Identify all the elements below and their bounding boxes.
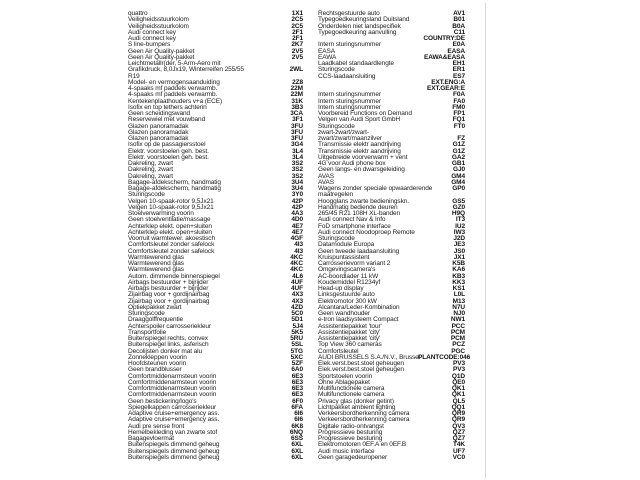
option-code-right: EAWA&EASA <box>424 53 465 61</box>
option-desc-left: Voorruit warmtewer. akoestisch <box>128 235 215 242</box>
option-code-right: GZ0 <box>452 203 465 211</box>
equipment-code-list <box>128 10 471 461</box>
option-desc-left: 4-spaaks mf paddels verwarmb. <box>128 85 218 92</box>
option-code-right: B01 <box>453 16 465 24</box>
option-code-left: 5J4 <box>292 322 303 330</box>
option-desc-right: Koudemiddel R1234yf <box>318 278 381 286</box>
option-code-left: 6E3 <box>291 391 303 399</box>
option-code-right: PGC <box>451 347 465 355</box>
option-code-left: 2Z8 <box>292 78 303 86</box>
option-desc-left: Isofix op de passagiersstoel <box>128 141 206 149</box>
option-code-left: 3S2 <box>291 172 303 180</box>
option-desc-left: Achterklep elekt. open+sluiten <box>128 222 212 230</box>
option-code-right: QZ7 <box>452 428 465 436</box>
option-code-right: PV3 <box>453 366 465 374</box>
option-code-left: 5K5 <box>291 328 303 336</box>
option-desc-left: Achterklep elekt. open+sluiten <box>128 228 212 236</box>
option-code-left: 42P <box>291 197 303 205</box>
option-code-left: 3CA <box>290 110 303 117</box>
option-code-left: 4ZD <box>291 303 303 311</box>
option-code-left: 5SL <box>291 341 303 349</box>
option-desc-right: Wagens zonder speciale opwaarderende <box>318 185 433 192</box>
option-desc-left: Spiegelkappen carrosseriekleur <box>128 403 217 411</box>
option-desc-left: 4-spaaks mf paddels verwarmb. <box>128 91 218 99</box>
option-code-left: 6E3 <box>291 378 303 386</box>
option-code-right: QQ1 <box>451 403 465 411</box>
option-code-right: JS0 <box>453 247 465 255</box>
option-code-right: EXT.GEAR:E <box>426 85 465 92</box>
option-code-left: 22M <box>290 91 303 99</box>
option-code-left: 6XL <box>291 447 303 455</box>
option-desc-left: Dakreling, zwart <box>128 166 173 174</box>
option-desc-right: zwart-zwart/zwart- <box>318 128 369 136</box>
option-desc-left: Audi connect key <box>128 35 176 42</box>
option-desc-right: Multifunctionele camera <box>318 391 385 399</box>
option-desc-left: Geen stoelventilatie/massage <box>128 216 211 224</box>
option-code-right: ES7 <box>453 72 465 80</box>
option-code-right: K5B <box>452 260 465 267</box>
option-code-right: JX1 <box>453 253 465 261</box>
option-code-right: FZ <box>457 135 465 142</box>
option-desc-right: Head-up display <box>318 285 364 292</box>
option-desc-left: Comfortmiddenarmsteun voorin <box>128 372 217 380</box>
option-code-left: 3G4 <box>291 141 303 149</box>
option-code-right: GA2 <box>451 153 465 161</box>
option-desc-right: FoD smartphone interface <box>318 222 391 230</box>
option-desc-right: Privacy glas (donker getint) <box>318 397 394 405</box>
option-code-left: 3B3 <box>291 103 303 111</box>
option-code-right: GS5 <box>452 197 465 205</box>
option-desc-left: Warmtewerend glas <box>128 266 184 274</box>
option-desc-right: Transmissie elektr aandrijving <box>318 141 401 149</box>
option-code-right: L0L <box>453 291 465 299</box>
option-desc-left: Audi pre sense front <box>128 422 185 430</box>
option-desc-right: EASA <box>318 47 335 55</box>
option-code-right: F0A <box>453 91 465 99</box>
option-desc-left: Geen scheidingswand <box>128 110 191 117</box>
option-code-right: PLANTCODE:046 <box>418 353 471 361</box>
option-code-left: 3FU <box>291 122 303 130</box>
option-code-right: NJ0 <box>453 310 465 317</box>
option-desc-right: Ohne Ablagepaket <box>318 378 370 386</box>
option-desc-right: Sportstoelen voorin <box>318 372 373 380</box>
option-desc-right: CCS-laadaansluiting <box>318 72 376 80</box>
option-desc-right: AC-boordlader 11 kW <box>318 272 379 280</box>
option-code-right: T4K <box>453 441 465 449</box>
option-code-left: 6XL <box>291 441 303 449</box>
option-desc-left: Velgen 10-spaak-rotor 9,5Jx21 <box>128 197 214 205</box>
option-code-left: 4UF <box>291 278 303 286</box>
option-desc-right: Transmissie elektr aandrijving <box>318 147 401 155</box>
option-code-left: 4D0 <box>291 216 303 224</box>
option-desc-right: Typegoedkeuringsland Duitsland <box>318 16 410 24</box>
option-desc-left: Isofix en top tethers achterin <box>128 103 207 111</box>
option-code-right: COUNTRY:DE <box>423 35 465 42</box>
option-desc-left: Grafikdruck, 8,0Jx19, Winterreifen 255/55 <box>128 66 244 74</box>
option-desc-right: Assistentiepakket 'city' <box>318 335 381 342</box>
option-desc-right: Assistentiepakket 'tour' <box>318 322 382 330</box>
option-code-left: 6SS <box>291 435 303 442</box>
option-code-right: G1Z <box>452 147 465 155</box>
option-desc-right: Rechtsgestuurde auto <box>318 10 380 17</box>
option-desc-right: Verkeersbordherkenning camera <box>318 410 410 417</box>
option-code-left: 2K7 <box>291 41 303 49</box>
option-desc-right: Elektromotoren 0EF.A en 0EF.B <box>318 441 407 449</box>
option-desc-left: R19 <box>128 72 140 80</box>
option-desc-left: S line-bumpers <box>128 41 171 49</box>
option-desc-left: Adaptive cruise+emergency ass. <box>128 410 220 417</box>
option-desc-left: Comfortmiddenarmsteun voorin <box>128 385 217 392</box>
option-desc-left: Geen brandblusser <box>128 366 182 374</box>
option-desc-right: Datamodule Europa <box>318 241 375 249</box>
option-code-left: 3S2 <box>291 166 303 174</box>
option-code-left: 4E7 <box>291 222 303 230</box>
option-code-right: AV1 <box>453 10 465 17</box>
option-desc-right: AUDI BRUSSELS S.A./N.V., Brussel <box>318 353 421 361</box>
option-code-right: G1Z <box>452 141 465 149</box>
option-desc-left: Bagagevloermat <box>128 435 174 442</box>
option-code-left: 5ZF <box>291 360 303 367</box>
option-desc-right: Linksgestuurde auto <box>318 291 375 299</box>
option-code-left: 2F1 <box>292 28 303 36</box>
option-code-right: QR9 <box>451 410 465 417</box>
option-code-left: 6XL <box>291 453 303 461</box>
option-desc-left: Veiligheidsstuurkolom <box>128 16 189 24</box>
option-code-right: GM4 <box>451 178 465 186</box>
option-code-right: KB3 <box>452 272 465 280</box>
option-desc-left: Decolijsten donker mat alu <box>128 347 202 355</box>
option-code-right: QZ7 <box>452 435 465 442</box>
option-desc-left: Buitenspiegels dimmend geheug <box>128 453 220 461</box>
option-code-left: 3S2 <box>291 160 303 167</box>
option-desc-right: Elektromotor 300 kW <box>318 297 377 305</box>
option-code-right: GJ0 <box>453 166 465 174</box>
option-code-left: 4E7 <box>291 228 303 236</box>
option-code-left: 4KC <box>290 266 303 274</box>
option-code-left: 31K <box>291 97 303 105</box>
option-desc-left: Elektr. voorstoelen geh. best. <box>128 153 209 161</box>
option-code-left: 22M <box>290 85 303 92</box>
option-code-left: 3L4 <box>292 147 303 155</box>
option-code-right: QR9 <box>451 416 465 424</box>
option-code-right: EH1 <box>452 60 465 67</box>
option-desc-left: Hemelbekleding van zwarte stof <box>128 428 218 436</box>
option-code-left: 5D1 <box>291 316 303 324</box>
option-desc-left: Buitenspiegels dimmend geheug <box>128 447 220 455</box>
option-code-left: 6NQ <box>289 428 303 436</box>
option-desc-right: Kruispuntassistent <box>318 253 370 261</box>
option-code-right: PCC <box>451 322 465 330</box>
option-code-right: QV3 <box>452 422 465 430</box>
option-code-left: 3U4 <box>291 185 303 192</box>
option-code-right: N7U <box>452 303 465 311</box>
option-code-right: KK3 <box>452 278 465 286</box>
option-code-left: 2C5 <box>291 22 303 30</box>
option-desc-right: Verkeersbordherkenning camera <box>318 416 410 424</box>
option-code-left: 6A0 <box>291 366 303 374</box>
option-code-left: 4A3 <box>291 210 303 217</box>
option-code-left: 3Y0 <box>291 191 303 199</box>
option-code-right: GM4 <box>451 172 465 180</box>
option-desc-right: Audi connect Noodoproep Remote <box>318 228 415 236</box>
option-desc-left: Zijairbag voor + gordijnairbag <box>128 291 210 299</box>
option-code-right: PCM <box>450 335 465 342</box>
option-desc-right: Onderdelen niet landspecifiek <box>318 22 401 30</box>
option-desc-left: Glazen panoramadak <box>128 128 189 136</box>
option-code-left: 3F1 <box>292 116 303 124</box>
option-desc-right: Multifunctionele camera <box>318 385 385 392</box>
option-row <box>128 455 465 461</box>
option-desc-left: Elektr. voorstoelen geh. best. <box>128 147 209 155</box>
option-desc-right: EAWA <box>318 53 337 61</box>
option-desc-left: Dakreling, zwart <box>128 172 173 180</box>
option-desc-left: Warmtewerend glas <box>128 260 184 267</box>
option-code-right: QL5 <box>452 397 465 405</box>
option-code-right: J2D <box>453 235 465 242</box>
option-code-left: 3U4 <box>291 178 303 186</box>
option-code-right: IU2 <box>455 222 465 230</box>
option-desc-left: Airbags bestuurder + bijrijder <box>128 285 209 292</box>
option-code-right: M13 <box>452 297 465 305</box>
option-code-right: QE0 <box>452 378 465 386</box>
option-desc-right: Alcantara/Leder-Kombination <box>318 303 400 311</box>
option-code-left: 5RU <box>290 335 303 342</box>
option-code-left: 42P <box>291 203 303 211</box>
option-desc-left: Warmtewerend glas <box>128 253 184 261</box>
option-code-right: UF7 <box>453 447 465 455</box>
option-code-left: 6I6 <box>294 410 303 417</box>
option-desc-left: Sturingscode <box>128 310 165 317</box>
option-code-left: 4L6 <box>292 272 303 280</box>
option-code-right: GP0 <box>452 185 465 192</box>
option-desc-right: Geen tweede laadaansluiting <box>318 247 400 255</box>
option-desc-right: 265/45 R21 108H XL-banden <box>318 210 401 217</box>
option-code-right: B0A <box>452 22 465 30</box>
option-code-right: H9Q <box>451 210 465 217</box>
option-code-right: ER1 <box>452 66 465 74</box>
option-desc-left: Buitenspiegels dimmend geheug <box>128 441 220 449</box>
option-desc-left: Geen bestickering/logo's <box>128 397 197 405</box>
option-code-left: 4UF <box>291 285 303 292</box>
page-divider <box>485 3 486 478</box>
option-code-right: VC0 <box>452 453 465 461</box>
option-desc-left: Veiligheidsstuurkolom <box>128 22 189 30</box>
option-code-left: 4I3 <box>294 247 303 255</box>
option-code-left: 1X1 <box>291 10 303 17</box>
option-desc-right: Top View 360 cameras <box>318 341 382 349</box>
option-desc-right: Sturingscode <box>318 122 355 130</box>
option-code-left: 3L4 <box>292 153 303 161</box>
option-desc-left: quattro <box>128 10 148 17</box>
option-desc-right: Assistentiepakket 'city' <box>318 328 381 336</box>
option-desc-right: Geen garagedeuropener <box>318 453 388 461</box>
option-desc-left: Comfortmiddenarmsteun voorin <box>128 391 217 399</box>
option-desc-left: Hoofdsteunen voorin <box>128 360 187 367</box>
option-desc-right: Elek.verst.best.stoel geheugen <box>318 360 404 367</box>
option-desc-left: Zonnekleppen voorin <box>128 353 187 361</box>
option-code-left: 2C5 <box>291 16 303 24</box>
option-desc-right: maatregelen <box>318 191 354 199</box>
option-code-left: 5C0 <box>291 310 303 317</box>
option-code-left: 4I3 <box>294 241 303 249</box>
option-code-left: 2V5 <box>291 53 303 61</box>
option-code-left: 6K8 <box>291 422 303 430</box>
option-code-left: 4X3 <box>291 297 303 305</box>
option-desc-right: Intern sturingsnummer <box>318 97 381 105</box>
option-code-left: 2F1 <box>292 35 303 42</box>
option-desc-right: 4G voor Audi phone box <box>318 160 386 167</box>
option-code-right: FM0 <box>452 103 465 111</box>
option-desc-left: Bagage-afdekscherm, handmatig <box>128 178 221 186</box>
option-desc-left: Achterspoiler carrosseriekleur <box>128 322 211 330</box>
option-desc-right: Comfortsleutel <box>318 347 359 355</box>
option-code-right: IW3 <box>453 228 465 236</box>
option-desc-right: Intern sturingsnummer <box>318 41 381 49</box>
option-desc-right: Geen langs- en dwarsgeleiding <box>318 166 405 174</box>
option-code-left: 4GF <box>290 235 303 242</box>
option-desc-left: Audi connect key <box>128 28 176 36</box>
option-code-right: FP1 <box>453 110 465 117</box>
option-code-left: 6E3 <box>291 385 303 392</box>
option-desc-right: Voorbereid Functions on Demand <box>318 110 412 117</box>
option-code-right: PCZ <box>452 341 465 349</box>
option-desc-left: Airbags bestuurder + bijrijder <box>128 278 209 286</box>
option-desc-left: Dakreling, zwart <box>128 160 173 167</box>
option-code-right: JE3 <box>453 241 465 249</box>
option-desc-right: Progressieve besturing <box>318 428 383 436</box>
option-code-right: NW1 <box>450 316 465 324</box>
option-desc-left: Adaptive cruise+emergency ass. <box>128 416 220 424</box>
option-code-right: C11 <box>453 28 465 36</box>
option-desc-left: Sturingscode <box>128 191 165 199</box>
option-desc-right: Intern sturingsnummer <box>318 103 381 111</box>
option-code-left: 4KC <box>290 253 303 261</box>
option-desc-right: Audi connect Nav & Info <box>318 216 386 224</box>
option-desc-left: Transportfolie <box>128 328 167 336</box>
option-code-left: 6I6 <box>294 416 303 424</box>
option-desc-right: zwart/zwart/maanzilver <box>318 135 382 142</box>
option-desc-right: Velgen van Audi Sport GmbH <box>318 116 400 124</box>
option-code-left: 3FU <box>291 128 303 136</box>
option-desc-left: Geen Air Quality-pakket <box>128 53 195 61</box>
option-desc-right: Intern sturingsnummer <box>318 91 381 99</box>
option-desc-left: Comfortsleutel zonder safelock <box>128 247 215 255</box>
option-code-right: Q1D <box>451 372 465 380</box>
option-desc-left: Comfortmiddenarmsteun voorin <box>128 378 217 386</box>
option-desc-left: Stoelverwarming voorin <box>128 210 194 217</box>
option-code-right: FA0 <box>453 97 465 105</box>
option-desc-left: Kentekenplaathouders v+a (ECE) <box>128 97 223 105</box>
option-desc-right: Sturingscode <box>318 235 355 242</box>
option-code-left: 2V5 <box>291 47 303 55</box>
option-code-left: 6E3 <box>291 372 303 380</box>
option-desc-left: Optiekpakket zwart <box>128 303 182 311</box>
option-desc-left: Draaggolffrequentie <box>128 316 184 324</box>
option-desc-left: Zijairbag voor + gordijnairbag <box>128 297 210 305</box>
option-desc-left: Buitenspiegel links, asferisch <box>128 341 209 349</box>
option-code-right: FT0 <box>453 122 465 130</box>
option-code-left: 5TG <box>290 347 303 355</box>
option-desc-right: AVAS <box>318 178 334 186</box>
option-code-right: EXT.ENG:A <box>431 78 465 86</box>
option-desc-right: Audi music interface <box>318 447 375 455</box>
option-desc-right: Handmatig bediende deuren <box>318 203 398 211</box>
option-desc-right: Geen wandhouder <box>318 310 370 317</box>
option-code-left: 6FA <box>291 403 303 411</box>
option-code-left: 5XC <box>290 353 303 361</box>
option-code-right: PV3 <box>453 360 465 367</box>
option-desc-right: Carrosserievorm variant 2 <box>318 260 391 267</box>
option-desc-right: Sturingscode <box>318 66 355 74</box>
option-desc-left: Velgen 10-spaak-rotor 9,5Jx21 <box>128 203 214 211</box>
option-desc-right: Progressieve besturing <box>318 435 383 442</box>
option-code-right: FQ1 <box>452 116 465 124</box>
option-desc-left: Autom. dimmende binnenspiegel <box>128 272 220 280</box>
option-desc-right: Hoogglans zwarte bedieningskn. <box>318 197 409 205</box>
option-code-right: EASA <box>447 47 465 55</box>
option-desc-right: Laadkabel standaardlengte <box>318 60 394 67</box>
option-desc-right: Lichtpakket ambient lighting <box>318 403 396 411</box>
option-desc-left: Reservewiel met vouwband <box>128 116 206 124</box>
option-desc-left: Buitenspiegel rechts, convex <box>128 335 208 342</box>
option-code-right: KS1 <box>452 285 465 292</box>
option-desc-left: Geen Air Quality-pakket <box>128 47 195 55</box>
option-desc-left: Bagage-afdekscherm, handmatig <box>128 185 221 192</box>
option-code-right: E0A <box>452 41 465 49</box>
option-code-right: PCM <box>450 328 465 336</box>
option-code-right: KA6 <box>452 266 465 274</box>
option-code-right: QK1 <box>451 391 465 399</box>
option-desc-right: Typegoedkeuring aanvulling <box>318 28 397 36</box>
option-code-right: IT3 <box>455 216 465 224</box>
option-desc-right: Elek.verst.best.stoel geheugen <box>318 366 404 374</box>
option-desc-right: Digitale radio-ontvangst <box>318 422 384 430</box>
option-desc-left: Glazen panoramadak <box>128 135 189 142</box>
option-code-right: QK1 <box>451 385 465 392</box>
option-code-left: 4KC <box>290 260 303 267</box>
option-code-left: 2WL <box>289 66 303 74</box>
option-desc-right: Omgevingscamera's <box>318 266 376 274</box>
option-desc-right: e-tron laadsysteem Compact <box>318 316 399 324</box>
option-code-left: 3FU <box>291 135 303 142</box>
option-desc-right: AVAS <box>318 172 334 180</box>
option-code-right: GB1 <box>451 160 465 167</box>
option-desc-left: Glazen panoramadak <box>128 122 189 130</box>
option-desc-left: Leichtmetallr(der, 5-Arm-Aero mit <box>128 60 221 67</box>
option-code-left: 4X3 <box>291 291 303 299</box>
option-code-left: 6F0 <box>292 397 303 405</box>
option-desc-left: Model- en vermogensaanduiding <box>128 78 220 86</box>
option-desc-left: Comfortsleutel zonder safelock <box>128 241 215 249</box>
option-desc-right: Uitgebreide voorverwarm + vent <box>318 153 408 161</box>
